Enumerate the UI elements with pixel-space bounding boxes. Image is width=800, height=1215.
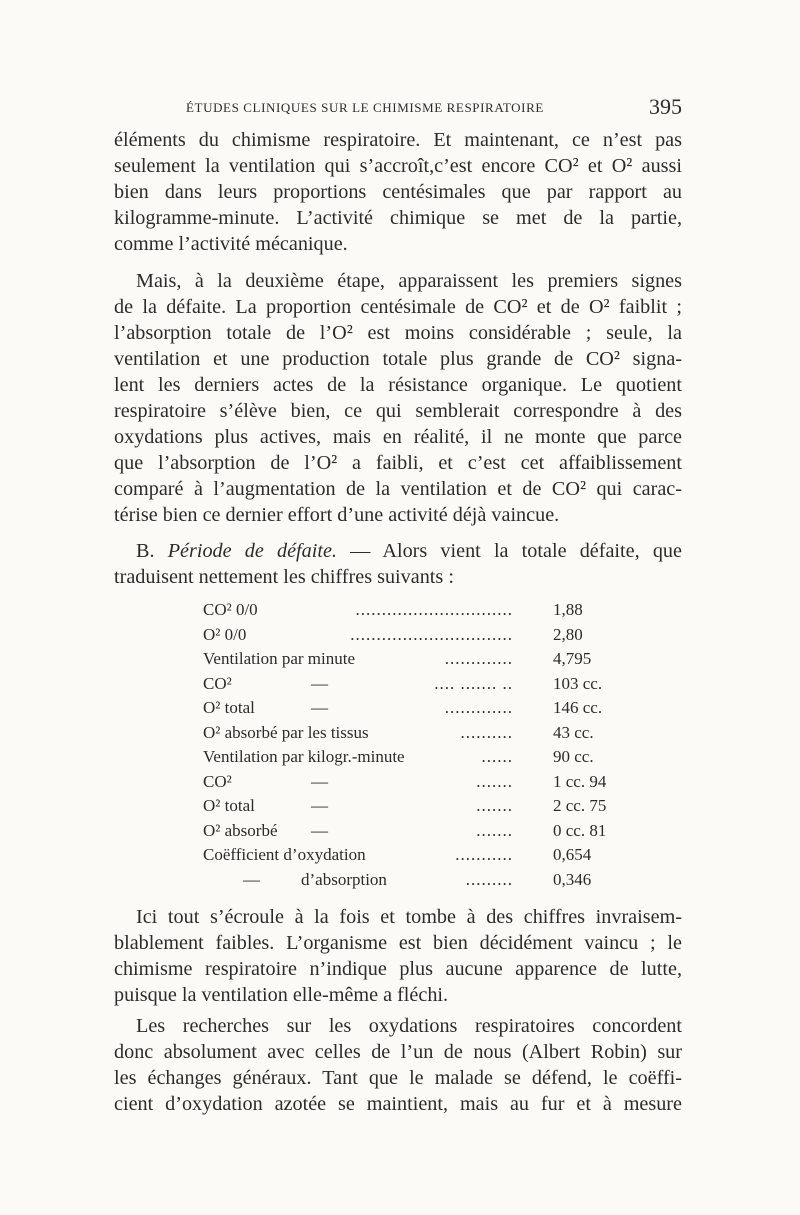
row-ditto-dash: — — [243, 869, 260, 889]
running-title: ÉTUDES CLINIQUES SUR LE CHIMISME RESPIRATOIRE — [186, 100, 544, 115]
table-row — [203, 672, 623, 697]
table-row — [203, 598, 623, 623]
row-value: 0 cc. 81 — [553, 820, 607, 840]
table-row — [203, 868, 623, 893]
row-ditto-dash: — — [311, 820, 328, 840]
text-line: respiratoire s’élève bien, ce qui semblerait correspondre à des — [114, 400, 682, 422]
leader-dots: ........... — [455, 845, 513, 864]
row-value: 2,80 — [553, 624, 583, 644]
leader-dots: ............. — [444, 649, 513, 668]
row-value: 1 cc. 94 — [553, 771, 607, 791]
text-line: traduisent nettement les chiffres suivants : — [114, 566, 454, 588]
text-line: lent les derniers actes de la résistance organique. Le quotient — [114, 374, 682, 396]
row-label: O² total — [203, 796, 255, 815]
table-row — [203, 794, 623, 819]
text-line: Les recherches sur les oxydations respiratoires concordent — [136, 1015, 682, 1037]
leader-dots: .......... — [460, 722, 513, 742]
text-line: bien dans leurs proportions centésimales que par rapport au — [114, 181, 682, 203]
row-value: 4,795 — [553, 649, 592, 668]
table-row — [203, 843, 623, 868]
text-line: térise bien ce dernier effort d’une activité déjà vaincue. — [114, 504, 560, 526]
page-number: 395 — [649, 94, 682, 119]
row-ditto-dash: — — [311, 698, 328, 717]
row-label: O² 0/0 — [203, 624, 247, 644]
row-value: 146 cc. — [553, 698, 603, 717]
text-line: oxydations plus actives, mais en réalité, il ne monte que parce — [114, 426, 682, 448]
text-line: éléments du chimisme respiratoire. Et maintenant, ce n’est pas — [114, 129, 682, 151]
row-value: 103 cc. — [553, 673, 603, 693]
row-label: Ventilation par minute — [203, 649, 356, 668]
text-line: comme l’activité mécanique. — [114, 233, 348, 255]
row-value: 2 cc. 75 — [553, 796, 607, 815]
text-line: les échanges généraux. Tant que le malade se défend, le coëffi- — [114, 1067, 682, 1089]
row-label: Ventilation par kilogr.-minute — [203, 747, 405, 766]
leader-dots: ....... — [476, 796, 513, 815]
running-header — [114, 96, 682, 124]
text-line: donc absolument avec celles de l’un de nous (Albert Robin) sur — [114, 1041, 682, 1063]
row-value: 0,654 — [553, 845, 592, 864]
text-line: Ici tout s’écroule à la fois et tombe à des chiffres invraisem- — [136, 906, 682, 928]
row-label: CO² — [203, 771, 232, 791]
table-row — [203, 770, 623, 795]
table-row — [203, 819, 623, 844]
text-line: de la défaite. La proportion centésimale de CO² et de O² faiblit ; — [114, 296, 682, 318]
respiratory-data-table — [203, 598, 623, 892]
text-line: cient d’oxydation azotée se maintient, mais au fur et à mesure — [114, 1093, 682, 1115]
text-line: seulement la ventilation qui s’accroît,c’est encore CO² et O² aussi — [114, 155, 682, 177]
leader-dots: ....... — [476, 771, 513, 791]
table-row — [203, 623, 623, 648]
table-row — [203, 696, 623, 721]
section-number: B. — [136, 540, 155, 562]
row-label: O² absorbé — [203, 820, 278, 840]
row-ditto-dash: — — [311, 771, 328, 791]
row-label: CO² 0/0 — [203, 600, 258, 619]
row-value: 90 cc. — [553, 747, 594, 766]
table-row — [203, 721, 623, 746]
leader-dots: ............................... — [350, 624, 513, 644]
text-line: comparé à l’augmentation de la ventilation et de CO² qui carac- — [114, 478, 682, 500]
section-heading: Période de défaite. — [167, 540, 337, 562]
row-label: O² absorbé par les tissus — [203, 722, 369, 742]
leader-dots: ....... — [476, 820, 513, 840]
row-ditto-dash: — — [311, 673, 328, 693]
row-value: 0,346 — [553, 869, 592, 889]
table-row — [203, 745, 623, 770]
text-line — [114, 538, 682, 564]
heading-continuation: — Alors vient la totale défaite, que — [336, 540, 682, 562]
leader-dots: ......... — [465, 869, 513, 889]
text-line: kilogramme-minute. L’activité chimique se met de la partie, — [114, 207, 682, 229]
leader-dots: ...... — [481, 747, 513, 766]
row-value: 43 cc. — [553, 722, 594, 742]
text-line: ventilation et une production totale plus grande de CO² signa- — [114, 348, 682, 370]
row-ditto-dash: — — [311, 796, 328, 815]
table-row — [203, 647, 623, 672]
row-label: CO² — [203, 673, 232, 693]
text-line: l’absorption totale de l’O² est moins considérable ; seule, la — [114, 322, 682, 344]
text-line: que l’absorption de l’O² a faibli, et c’est cet affaiblissement — [114, 452, 682, 474]
row-label: O² total — [203, 698, 255, 717]
row-label-continuation: d’absorption — [301, 869, 387, 889]
leader-dots: .............................. — [355, 600, 513, 619]
text-line: puisque la ventilation elle-même a fléchi. — [114, 984, 449, 1006]
row-value: 1,88 — [553, 600, 583, 619]
text-line: blablement faibles. L’organisme est bien décidément vaincu ; le — [114, 932, 682, 954]
leader-dots: ............. — [444, 698, 513, 717]
leader-dots: .... ....... .. — [434, 673, 513, 693]
text-line: chimisme respiratoire n’indique plus aucune apparence de lutte, — [114, 958, 682, 980]
text-line: Mais, à la deuxième étape, apparaissent les premiers signes — [136, 270, 682, 292]
row-label: Coëfficient d’oxydation — [203, 845, 366, 864]
